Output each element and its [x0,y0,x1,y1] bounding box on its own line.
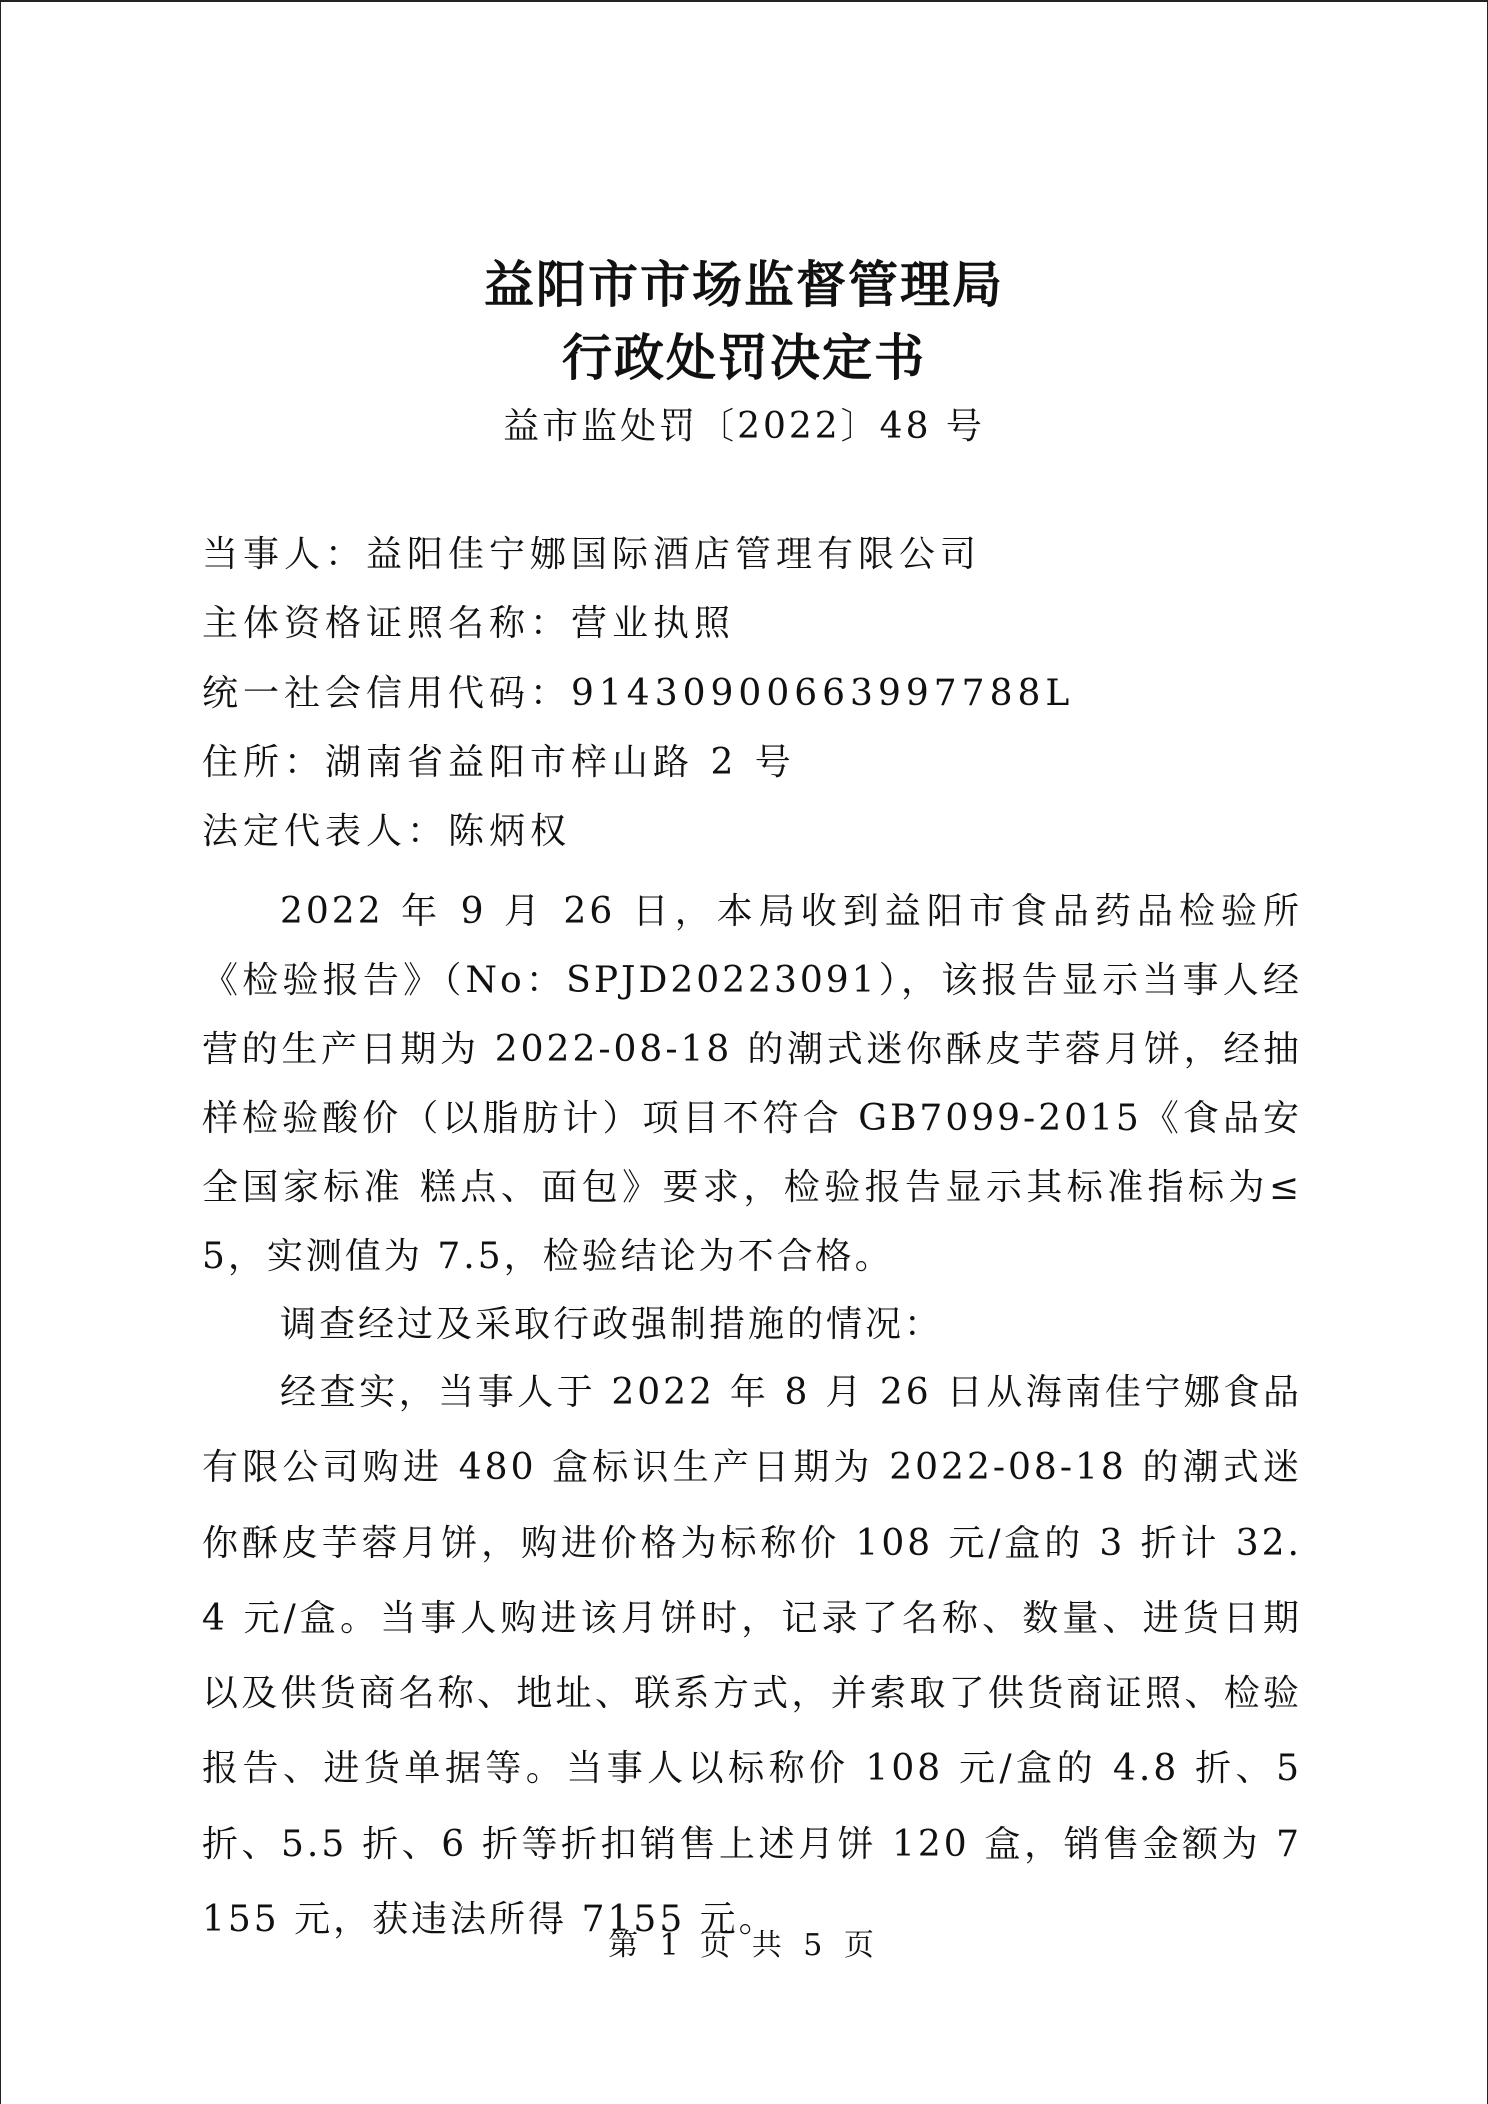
investigation-heading: 调查经过及采取行政强制措施的情况： [280,1304,944,1345]
address-field: 住所：湖南省益阳市梓山路 2 号 [202,742,796,783]
page-footer: 第 1 页 共 5 页 [608,1928,880,1963]
inspection-report-paragraph: 2022 年 9 月 26 日，本局收到益阳市食品药品检验所《检验报告》（No：SPJD20223091），该报告显示当事人经营的生产日期为 2022-08-18 的潮式迷你酥皮芋蓉月饼，经抽样检验酸价（以脂肪计）项目不符合 GB7099-2015《食品安全国家标准 糕点、面包》要求，检验报告显示其标准指标为≤5，实测值为 7.5，检验结论为不合格。 [202,891,1302,1277]
license-field: 主体资格证照名称：营业执照 [202,603,736,644]
investigation-findings-paragraph: 经查实，当事人于 2022 年 8 月 26 日从海南佳宁娜食品有限公司购进 480 盒标识生产日期为 2022-08-18 的潮式迷你酥皮芋蓉月饼，购进价格为标称价 108 元/盒的 3 折计 32.4 元/盒。当事人购进该月饼时，记录了名称、数量、进货日期以及供货商名称、地址、联系方式，并索取了供货商证照、检验报告、进货单据等。当事人以标称价 108 元/盒的 4.8 折、5 折、5.5 折、6 折等折扣销售上述月饼 120 盒，销售金额为 7155 元，获违法所得 7155 元。 [202,1372,1302,1941]
credit-code-field: 统一社会信用代码：91430900663997788L [202,673,1075,714]
legal-representative-field: 法定代表人：陈炳权 [202,811,572,852]
document-number: 益市监处罚〔2022〕48 号 [503,406,985,447]
document-type-title: 行政处罚决定书 [562,329,926,387]
party-field: 当事人：益阳佳宁娜国际酒店管理有限公司 [202,534,982,575]
issuing-authority-title: 益阳市市场监督管理局 [484,256,1004,314]
